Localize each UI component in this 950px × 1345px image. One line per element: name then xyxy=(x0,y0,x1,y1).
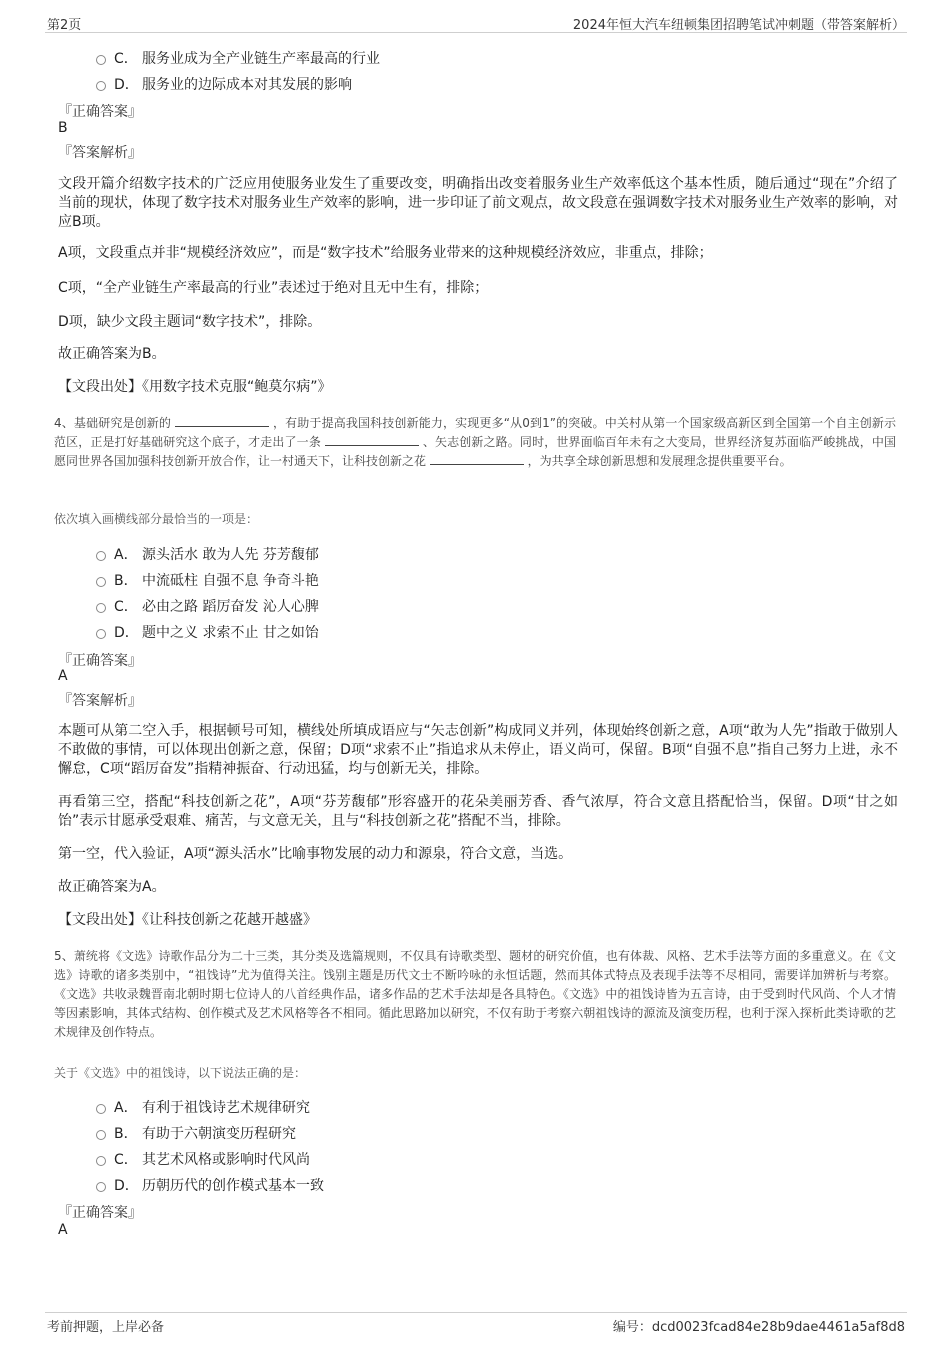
q4-option-d[interactable]: D． 题中之义 求索不止 甘之如饴 xyxy=(96,622,319,642)
q5-option-b[interactable]: B． 有助于六朝演变历程研究 xyxy=(96,1123,296,1143)
q5-stem: 5、萧统将《文选》诗歌作品分为二十三类，其分类及选篇规则，不仅具有诗歌类型、题材的研究价值，也有体裁、风格、艺术手法等方面的多重意义。在《文选》诗歌的诸多类别中，“祖饯诗”尤为值得关注。饯别主题是历代文士不断吟咏的永恒话题，然而其体式特点及表现手法等不尽相同，需要详加辨析与考察。《文选》共收录魏晋南北朝时期七位诗人的八首经典作品，诸多作品的艺术手法却是各具特色。《文选》中的祖饯诗皆为五言诗，由于受到时代风尚、个人才情等因素影响，其体式结构、创作模式及艺术风格等各不相同。循此思路加以研究，不仅有助于考察六朝祖饯诗的源流及演变历程，也利于深入探析此类诗歌的艺术规律及创作特点。 xyxy=(54,949,896,1039)
q4-analysis-label: 『答案解析』 xyxy=(58,693,142,709)
page-number: 第2页 xyxy=(47,18,82,33)
radio-icon[interactable] xyxy=(96,551,106,561)
q3-answer: B xyxy=(58,120,68,136)
q5-option-d[interactable]: D． 历朝历代的创作模式基本一致 xyxy=(96,1175,324,1195)
q3-analysis-p3: C项，“全产业链生产率最高的行业”表述过于绝对且无中生有，排除； xyxy=(58,280,489,296)
q4-analysis-p2: 再看第三空，搭配“科技创新之花”，A项“芬芳馥郁”形容盛开的花朵美丽芳香、香气浓厚，符合文意且搭配恰当，保留。D项“甘之如饴”表示甘愿承受艰难、痛苦，与文意无关，且与“科技创新之花”搭配不当，排除。 xyxy=(58,794,898,829)
radio-icon[interactable] xyxy=(96,577,106,587)
radio-icon[interactable] xyxy=(96,603,106,613)
q3-source: 【文段出处】《用数字技术克服“鲍莫尔病”》 xyxy=(58,379,332,395)
q3-option-c[interactable]: C． 服务业成为全产业链生产率最高的行业 xyxy=(96,48,380,68)
page-header xyxy=(45,12,907,33)
q4-option-c[interactable]: C． 必由之路 蹈厉奋发 沁人心脾 xyxy=(96,596,319,616)
q3-analysis-p2: A项，文段重点并非“规模经济效应”，而是“数字技术”给服务业带来的这种规模经济效应，非重点，排除； xyxy=(58,245,713,261)
q4-option-b[interactable]: B． 中流砥柱 自强不息 争奇斗艳 xyxy=(96,570,319,590)
radio-icon[interactable] xyxy=(96,1130,106,1140)
page-footer xyxy=(45,1312,907,1333)
blank-line xyxy=(325,433,419,446)
q3-analysis-label: 『答案解析』 xyxy=(58,145,142,161)
q5-answer: A xyxy=(58,1222,68,1238)
q4-answer: A xyxy=(58,668,68,684)
q3-option-d[interactable]: D． 服务业的边际成本对其发展的影响 xyxy=(96,74,352,94)
q4-prompt: 依次填入画横线部分最恰当的一项是： xyxy=(54,512,259,526)
footer-slogan: 考前押题，上岸必备 xyxy=(47,1320,165,1335)
q5-option-a[interactable]: A． 有利于祖饯诗艺术规律研究 xyxy=(96,1097,310,1117)
q4-source: 【文段出处】《让科技创新之花越开越盛》 xyxy=(58,912,317,928)
radio-icon[interactable] xyxy=(96,81,106,91)
q4-analysis-p4: 故正确答案为A。 xyxy=(58,879,166,895)
radio-icon[interactable] xyxy=(96,55,106,65)
blank-line xyxy=(175,414,269,427)
q4-option-a[interactable]: A． 源头活水 敢为人先 芬芳馥郁 xyxy=(96,544,319,564)
q3-analysis-p4: D项，缺少文段主题词“数字技术”，排除。 xyxy=(58,314,322,330)
q3-analysis-p5: 故正确答案为B。 xyxy=(58,346,166,362)
radio-icon[interactable] xyxy=(96,629,106,639)
q4-stem: 4、基础研究是创新的 ，有助于提高我国科技创新能力，实现更多“从0到1”的突破。中关村从第一个国家级高新区到全国第一个自主创新示范区，正是打好基础研究这个底子，才走出了一条 、矢志创新之路。同时，世界面临百年未有之大变局，世界经济复苏面临严峻挑战，中国愿同世界各国加强科技创新开放合作，让一村通天下，让科技创新之花 ，为共享全球创新思想和发展理念提供重要平台。 xyxy=(54,416,896,468)
q5-prompt: 关于《文选》中的祖饯诗，以下说法正确的是： xyxy=(54,1066,307,1080)
q5-option-c[interactable]: C． 其艺术风格或影响时代风尚 xyxy=(96,1149,310,1169)
q3-analysis-p1: 文段开篇介绍数字技术的广泛应用使服务业发生了重要改变，明确指出改变着服务业生产效率低这个基本性质，随后通过“现在”介绍了当前的现状，体现了数字技术对服务业生产效率的影响，进一步印证了前文观点，故文段意在强调数字技术对服务业生产效率的影响，对应B项。 xyxy=(58,176,898,230)
q4-analysis-p3: 第一空，代入验证，A项“源头活水”比喻事物发展的动力和源泉，符合文意，当选。 xyxy=(58,846,573,862)
blank-line xyxy=(430,452,524,465)
document-title: 2024年恒大汽车纽顿集团招聘笔试冲刺题（带答案解析） xyxy=(572,18,905,33)
q4-answer-label: 『正确答案』 xyxy=(58,653,142,669)
q3-answer-label: 『正确答案』 xyxy=(58,104,142,120)
document-code: 编号：dcd0023fcad84e28b9dae4461a5af8d8 xyxy=(612,1320,905,1335)
q5-answer-label: 『正确答案』 xyxy=(58,1205,142,1221)
q4-analysis-p1: 本题可从第二空入手，根据顿号可知，横线处所填成语应与“矢志创新”构成同义并列，体现始终创新之意，A项“敢为人先”指敢于做别人不敢做的事情，可以体现出创新之意，保留；D项“求索不止”指追求从未停止，语义尚可，保留。B项“自强不息”指自己努力上进，永不懈怠，C项“蹈厉奋发”指精神振奋、行动迅猛，均与创新无关，排除。 xyxy=(58,723,898,777)
radio-icon[interactable] xyxy=(96,1156,106,1166)
radio-icon[interactable] xyxy=(96,1104,106,1114)
radio-icon[interactable] xyxy=(96,1182,106,1192)
